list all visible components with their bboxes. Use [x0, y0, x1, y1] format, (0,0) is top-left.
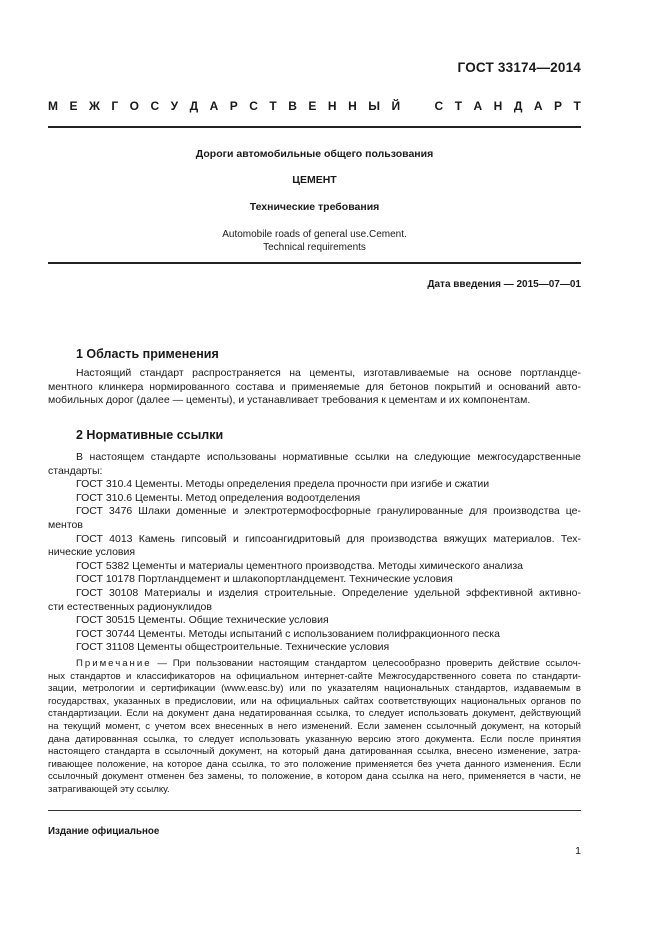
english-title-line-1: Automobile roads of general use.Cement. — [222, 229, 407, 240]
note-line: государствах, указанных в предисловии, или на официальных сайтах соответствующих национальных органов по — [48, 695, 581, 707]
note-line: дана датированная ссылка, то следует использовать указанную версию этого документа. Если после принятия — [48, 733, 581, 745]
banner-letter: Н — [493, 99, 503, 113]
page-number: 1 — [575, 845, 581, 857]
note-line: зации, метрологии и сертификации (www.easc.by) или по указателям национальных стандартов, издаваемым в — [48, 683, 581, 695]
reference-line: ментов — [48, 518, 83, 531]
note-first-line-text: — При пользовании настоящим стандартом целесообразно проверить действие ссылоч- — [151, 658, 581, 669]
banner-letter: Д — [189, 99, 199, 113]
header-divider — [48, 126, 581, 128]
note-block — [48, 658, 581, 797]
gost-number: ГОСТ 33174—2014 — [457, 60, 581, 75]
banner-letter: М — [48, 99, 58, 113]
note-label: Примечание — [76, 658, 152, 669]
section-1-line: ментного клинкера нормированного состава и применяемые для бетонов покрытий и оснований авто- — [48, 380, 581, 393]
reference-line: ГОСТ 4013 Камень гипсовый и гипсоангидритовый для производства вяжущих материалов. Тех- — [76, 532, 581, 545]
reference-line: В настоящем стандарте использованы нормативные ссылки на следующие межгосударственные — [76, 451, 581, 463]
banner-letter: С — [434, 99, 444, 113]
banner-letter: Ы — [368, 99, 380, 113]
reference-line: ГОСТ 31108 Цементы общестроительные. Технические условия — [76, 641, 390, 654]
reference-line: ГОСТ 30744 Цементы. Методы испытаний с использованием полифракционного песка — [76, 627, 500, 640]
reference-line: нические условия — [48, 546, 136, 559]
section-1-line: Настоящий стандарт распространяется на цементы, изготавливаемые на основе портландце- — [76, 367, 581, 379]
banner-letter: А — [209, 99, 219, 113]
banner-letter: А — [473, 99, 483, 113]
reference-line: ГОСТ 30108 Материалы и изделия строительные. Определение удельной эффективной активно- — [76, 586, 581, 599]
banner-letter: Г — [111, 99, 119, 113]
banner-letter: Е — [308, 99, 317, 113]
note-first-line — [48, 658, 581, 671]
banner-letter: О — [129, 99, 139, 113]
english-title — [48, 228, 581, 254]
note-line: ссылочный документ отменен без замены, то положение, в котором дана ссылка на него, применяется в части, не — [48, 771, 581, 783]
banner-letter: Р — [229, 99, 238, 113]
reference-line: ГОСТ 10178 Портландцемент и шлакопортландцемент. Технические условия — [76, 573, 453, 586]
reference-line: ГОСТ 310.4 Цементы. Методы определения предела прочности при изгибе и сжатии — [76, 478, 490, 491]
edition-label: Издание официальное — [48, 826, 160, 837]
banner-letter: Ж — [88, 99, 100, 113]
banner-letter: Т — [269, 99, 277, 113]
note-line: ных стандартов и классификаторов на официальном интернет-сайте Межгосударственного совета по стандарти- — [48, 670, 581, 682]
note-line: затрагивающей эту ссылку. — [48, 783, 170, 795]
banner-letter: В — [288, 99, 297, 113]
note-line: настоящего стандарта в ссылочный документ, на который дана датированная ссылка, внесено изменение, затра- — [48, 746, 581, 758]
banner-letter: Е — [69, 99, 78, 113]
introduction-date: Дата введения — 2015—07—01 — [427, 279, 581, 290]
note-line: гивающее положение, на которое дана ссылка, то это положение применяется без учета данного изменения. Если — [48, 758, 581, 770]
document-subtitle: Технические требования — [249, 201, 380, 213]
banner-letter: Н — [327, 99, 337, 113]
reference-line: сти естественных радионуклидов — [48, 600, 212, 613]
note-line: стандартизации. Если на документ дана недатированная ссылка, то следует использовать документ, действующий — [48, 708, 581, 720]
footer-divider — [48, 810, 581, 811]
banner-letter: Д — [513, 99, 523, 113]
section-1-text — [48, 367, 581, 408]
note-lines — [48, 671, 581, 797]
banner-letter: Р — [554, 99, 563, 113]
banner-letter: Т — [573, 99, 581, 113]
interstate-standard-banner — [48, 99, 581, 113]
reference-line: ГОСТ 5382 Цементы и материалы цементного производства. Методы химического анализа — [76, 559, 523, 572]
reference-line: стандарты: — [48, 464, 103, 477]
document-subject: ЦЕМЕНТ — [292, 174, 337, 186]
title-divider — [48, 262, 581, 264]
section-1-line: мобильных дорог (далее — цементы), и устанавливает требования к цементам и их компонентам. — [48, 394, 531, 407]
section-1-heading: 1 Область применения — [76, 347, 219, 361]
banner-letter: У — [170, 99, 179, 113]
english-title-line-2: Technical requirements — [263, 242, 366, 253]
banner-letter: Н — [348, 99, 357, 113]
section-2-heading: 2 Нормативные ссылки — [76, 428, 224, 442]
banner-letter: Т — [454, 99, 463, 113]
document-title: Дороги автомобильные общего пользования — [195, 148, 434, 160]
note-line: на текущий момент, с учетом всех внесенных в него изменений. Если заменен ссылочный документ, на который — [48, 720, 581, 732]
banner-letter: Й — [391, 99, 401, 113]
reference-line: ГОСТ 310.6 Цементы. Метод определения водоотделения — [76, 491, 361, 504]
banner-letter: С — [249, 99, 258, 113]
banner-letter: С — [150, 99, 160, 113]
reference-line: ГОСТ 3476 Шлаки доменные и электротермофосфорные гранулированные для производства це- — [76, 505, 581, 518]
reference-line: ГОСТ 30515 Цементы. Общие технические условия — [76, 614, 329, 627]
section-2-references — [48, 451, 581, 655]
banner-letter: А — [533, 99, 543, 113]
